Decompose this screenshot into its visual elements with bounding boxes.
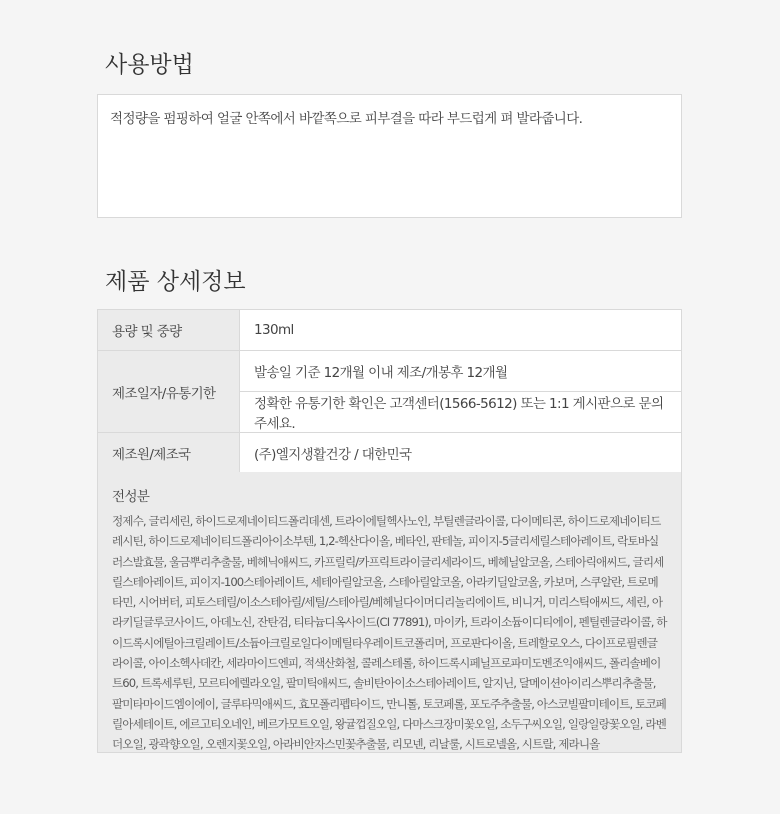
table-row: [98, 310, 682, 351]
volume-label: 용량 및 중량: [98, 310, 240, 351]
details-section-title: 제품 상세정보: [105, 269, 246, 295]
expiry-value: 발송일 기준 12개월 이내 제조/개봉후 12개월: [240, 351, 682, 392]
expiry-inquiry-note: 정확한 유통기한 확인은 고객센터(1566-5612) 또는 1:1 게시판으로 문의주세요.: [240, 392, 682, 433]
table-row: [98, 351, 682, 392]
product-details-table: [97, 309, 682, 474]
usage-section-title: 사용방법: [105, 52, 194, 78]
usage-box: [97, 94, 682, 218]
table-row: [98, 433, 682, 474]
ingredients-label: 전성분: [112, 489, 150, 505]
usage-text: 적정량을 펌핑하여 얼굴 안쪽에서 바깥쪽으로 피부결을 따라 부드럽게 펴 발라줍니다.: [110, 111, 583, 127]
maker-label: 제조원/제조국: [98, 433, 240, 474]
expiry-label: 제조일자/유통기한: [98, 351, 240, 433]
ingredients-text: 정제수, 글리세린, 하이드로제네이티드폴리데센, 트라이에틸헥사노인, 부틸렌글라이콜, 다이메티콘, 하이드로제네이티드레시틴, 하이드로제네이티드폴리아이소부텐, 1,2-헥산다이올, 베타인, 판테놀, 피이지-5글리세릴스테아레이트, 락토바실러스발효물, 울금뿌리추출물, 베헤닉애씨드, 카프릴릭/카프릭트라이글리세라이드, 베헤닐알코올, 스테아릭애씨드, 글리세릴스테아레이트, 피이지-100스테아레이트, 세테아릴알코올, 스테아릴알코올, 아라키딜알코올, 카보머, 스쿠알란, 트로메타민, 시어버터, 피토스테릴/이소스테아릴/세틸/스테아릴/베헤닐다이머디리놀리에이트, 비니거, 미리스틱애씨드, 세린, 아라키딜글루코사이드, 아데노신, 잔탄검, 티타늄디옥사이드(CI 77891), 마이카, 트라이소듐이디티에이, 펜틸렌글라이콜, 하이드록시에틸아크릴레이트/소듐아크릴로일다이메틸타우레이트코폴리머, 프로판다이올, 트레할로오스, 다이프로필렌글라이콜, 아이소헥사데칸, 세라마이드엔피, 적색산화철, 콜레스테롤, 하이드록시페닐프로파미도벤조익애씨드, 폴리솔베이트60, 트록세루틴, 모르티에렐라오일, 팔미틱애씨드, 솔비탄아이소스테아레이트, 알지닌, 달메이션아이리스뿌리추출물, 팔미타마이드엠이에이, 글루타믹애씨드, 효모폴리펩타이드, 만니톨, 토코페롤, 포도주추출물, 아스코빌팔미테이트, 토코페릴아세테이트, 에르고티오네인, 베르가모트오일, 왕귤껍질오일, 다마스크장미꽃오일, 소두구씨오일, 일랑일랑꽃오일, 라벤더오일, 광곽향오일, 오렌지꽃오일, 아라비안자스민꽃추출물, 리모넨, 리날룰, 시트로넬올, 시트랄, 제라니올: [112, 514, 667, 752]
maker-value: (주)엘지생활건강 / 대한민국: [240, 433, 682, 474]
volume-value: 130ml: [240, 310, 682, 351]
ingredients-box: [97, 472, 682, 753]
